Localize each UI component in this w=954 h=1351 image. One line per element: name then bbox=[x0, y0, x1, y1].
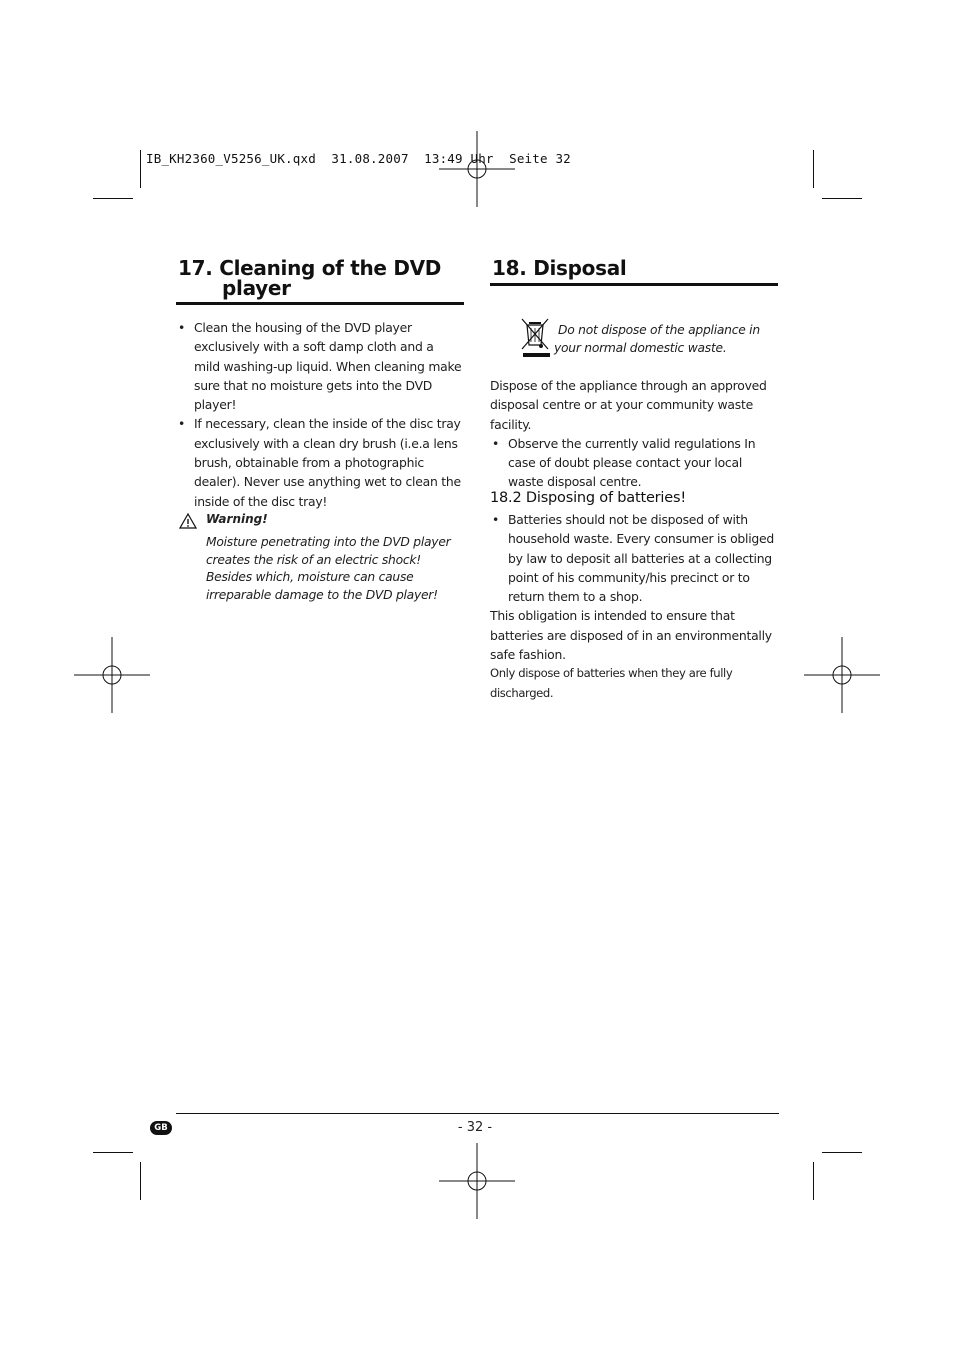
list-item: • If necessary, clean the inside of the disc tray exclusively with a clean dry brush (i.e.a lens brush, obtainable from a photographic dealer). Never use anything wet to clean the inside of the disc tray! bbox=[176, 414, 462, 510]
section-17-rule bbox=[176, 302, 464, 305]
page-number: - 32 - bbox=[457, 1120, 493, 1135]
crop-mark bbox=[813, 150, 814, 188]
batteries-body bbox=[490, 510, 778, 703]
warning-title: Warning! bbox=[206, 512, 268, 526]
title-line-1: 17. Cleaning of the DVD bbox=[178, 256, 442, 280]
section-17 bbox=[178, 258, 468, 298]
crop-mark bbox=[93, 1152, 133, 1153]
list-item: • Batteries should not be disposed of with household waste. Every consumer is obliged by law to deposit all batteries at a collecting point of his community/his precinct or to return them to a shop. bbox=[490, 510, 778, 606]
section-18-rule bbox=[490, 283, 778, 286]
crop-mark bbox=[93, 198, 133, 199]
crop-mark bbox=[140, 150, 141, 188]
batteries-subtitle: 18.2 Disposing of batteries! bbox=[490, 490, 686, 506]
crop-mark bbox=[140, 1162, 141, 1200]
footer-rule bbox=[176, 1113, 779, 1114]
section-18-body bbox=[490, 376, 778, 492]
section-17-body bbox=[176, 318, 462, 511]
list-item: • Clean the housing of the DVD player exclusively with a soft damp cloth and a mild washing-up liquid. When cleaning make sure that no moisture gets into the DVD player! bbox=[176, 318, 462, 414]
country-badge: GB bbox=[150, 1121, 172, 1135]
crop-mark bbox=[813, 1162, 814, 1200]
crop-mark bbox=[822, 198, 862, 199]
registration-mark-icon bbox=[439, 1143, 515, 1219]
section-18-title: 18. Disposal bbox=[492, 256, 627, 280]
title-line-2: player bbox=[222, 276, 291, 300]
list-item: • Observe the currently valid regulations In case of doubt please contact your local waste disposal centre. bbox=[490, 434, 778, 492]
registration-mark-icon bbox=[804, 637, 880, 713]
crop-mark bbox=[822, 1152, 862, 1153]
discharge-note: Only dispose of batteries when they are fully discharged. bbox=[490, 666, 733, 700]
crossed-out-wheelie-bin-icon bbox=[520, 317, 552, 359]
warning-text: Moisture penetrating into the DVD player creates the risk of an electric shock! Besides which, moisture can cause irreparable damage to the DVD player! bbox=[206, 535, 451, 602]
obligation-paragraph: This obligation is intended to ensure that batteries are disposed of in an environmentally safe fashion. bbox=[490, 608, 772, 663]
print-slug: IB_KH2360_V5256_UK.qxd 31.08.2007 13:49 Uhr Seite 32 bbox=[146, 151, 571, 166]
warning-triangle-icon bbox=[179, 513, 197, 529]
bin-note: Do not dispose of the appliance in your normal domestic waste. bbox=[554, 323, 760, 355]
registration-mark-icon bbox=[439, 131, 515, 207]
registration-mark-icon bbox=[74, 637, 150, 713]
section-18 bbox=[492, 258, 778, 278]
section-17-title bbox=[178, 258, 468, 298]
disposal-paragraph: Dispose of the appliance through an approved disposal centre or at your community waste facility. bbox=[490, 378, 767, 432]
